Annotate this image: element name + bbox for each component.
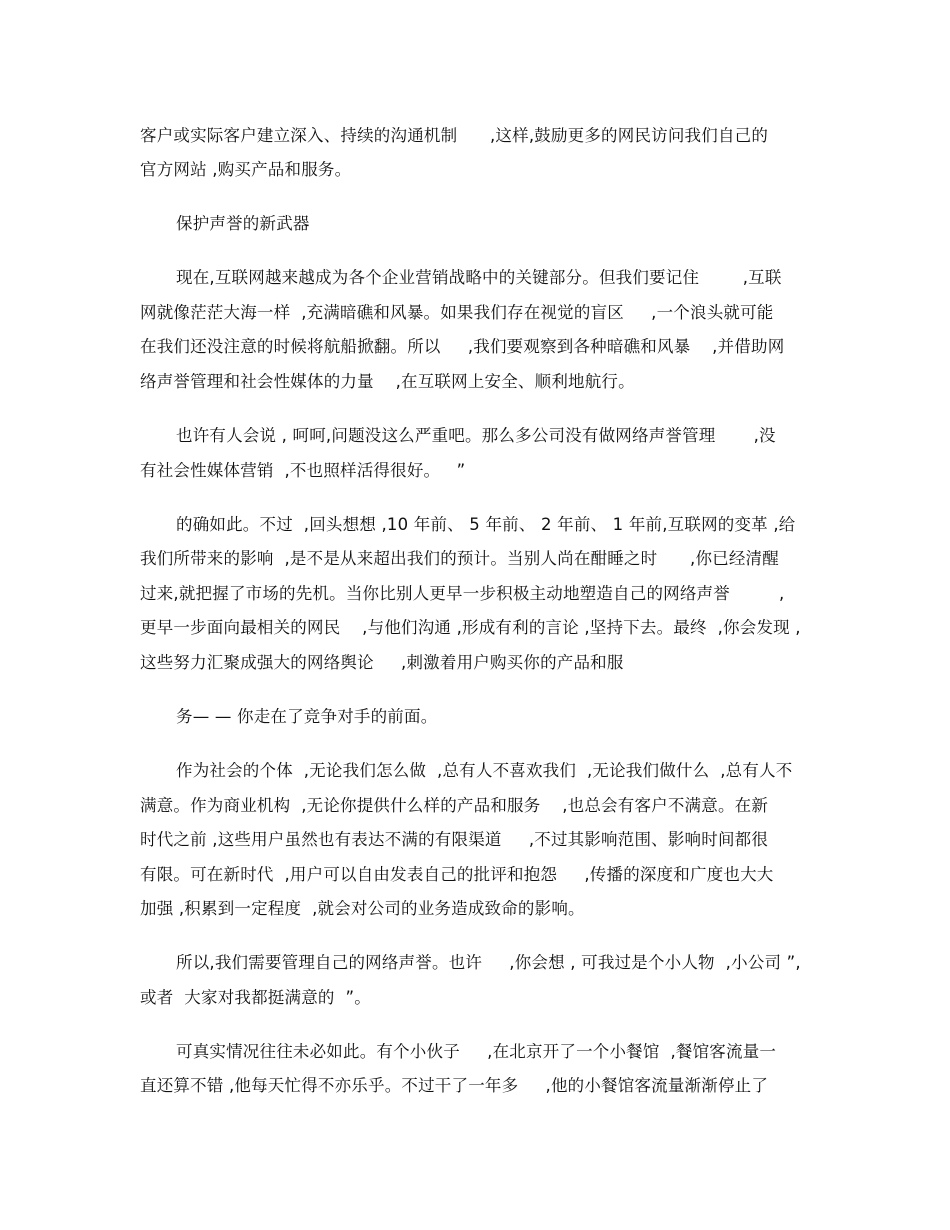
text-line: 所以,我们需要管理自己的网络声誉。也许 ,你会想 , 可我过是个小人物 ,小公司 ”, <box>176 953 801 972</box>
text-line: 官方网站 ,购买产品和服务。 <box>140 160 352 179</box>
text-line: 时代之前 ,这些用户虽然也有表达不满的有限渠道 ,不过其影响范围、影响时间都很 <box>140 830 769 849</box>
text-line: 网就像茫茫大海一样 ,充满暗礁和风暴。如果我们存在视觉的盲区 ,一个浪头就可能 <box>140 303 774 322</box>
text-line: 作为社会的个体 ,无论我们怎么做 ,总有人不喜欢我们 ,无论我们做什么 ,总有人不 <box>176 761 793 780</box>
text-line: 我们所带来的影响 ,是不是从来超出我们的预计。当别人尚在酣睡之时 ,你已经清醒 <box>140 549 779 568</box>
text-line: 加强 ,积累到一定程度 ,就会对公司的业务造成致命的影响。 <box>140 899 585 918</box>
section-heading: 保护声誉的新武器 <box>176 214 310 233</box>
text-line: 可真实情况往往未必如此。有个小伙子 ,在北京开了一个小餐馆 ,餐馆客流量一 <box>176 1042 777 1061</box>
text-line: 满意。作为商业机构 ,无论你提供什么样的产品和服务 ,也总会有客户不满意。在新 <box>140 796 769 815</box>
text-line: 更早一步面向最相关的网民 ,与他们沟通 ,形成有利的言论 ,坚持下去。最终 ,你会发现 , <box>140 618 801 637</box>
text-line: 络声誉管理和社会性媒体的力量 ,在互联网上安全、顺利地航行。 <box>140 372 635 391</box>
text-line: 客户或实际客户建立深入、持续的沟通机制 ,这样,鼓励更多的网民访问我们自己的 <box>140 126 769 145</box>
text-line: 这些努力汇聚成强大的网络舆论 ,刺激着用户购买你的产品和服 <box>140 653 624 672</box>
text-line: 有社会性媒体营销 ,不也照样活得很好。 ” <box>140 461 466 480</box>
text-line: 直还算不错 ,他每天忙得不亦乐乎。不过干了一年多 ,他的小餐馆客流量渐渐停止了 <box>140 1076 769 1095</box>
text-line: 或者 大家对我都挺满意的 ”。 <box>140 988 371 1007</box>
text-line: 现在,互联网越来越成为各个企业营销战略中的关键部分。但我们要记住 ,互联 <box>176 268 782 287</box>
text-line: 也许有人会说 , 呵呵,问题没这么严重吧。那么多公司没有做网络声誉管理 ,没 <box>176 426 776 445</box>
text-line: 务— — 你走在了竞争对手的前面。 <box>176 707 438 726</box>
text-line: 的确如此。不过 ,回头想想 ,10 年前、 5 年前、 2 年前、 1 年前,互联网的变革 ,给 <box>176 515 796 534</box>
text-line: 在我们还没注意的时候将航船掀翻。所以 ,我们要观察到各种暗礁和风暴 ,并借助网 <box>140 337 785 356</box>
text-line: 过来,就把握了市场的先机。当你比别人更早一步积极主动地塑造自己的网络声誉 , <box>140 584 785 603</box>
text-line: 有限。可在新时代 ,用户可以自由发表自己的批评和抱怨 ,传播的深度和广度也大大 <box>140 865 774 884</box>
